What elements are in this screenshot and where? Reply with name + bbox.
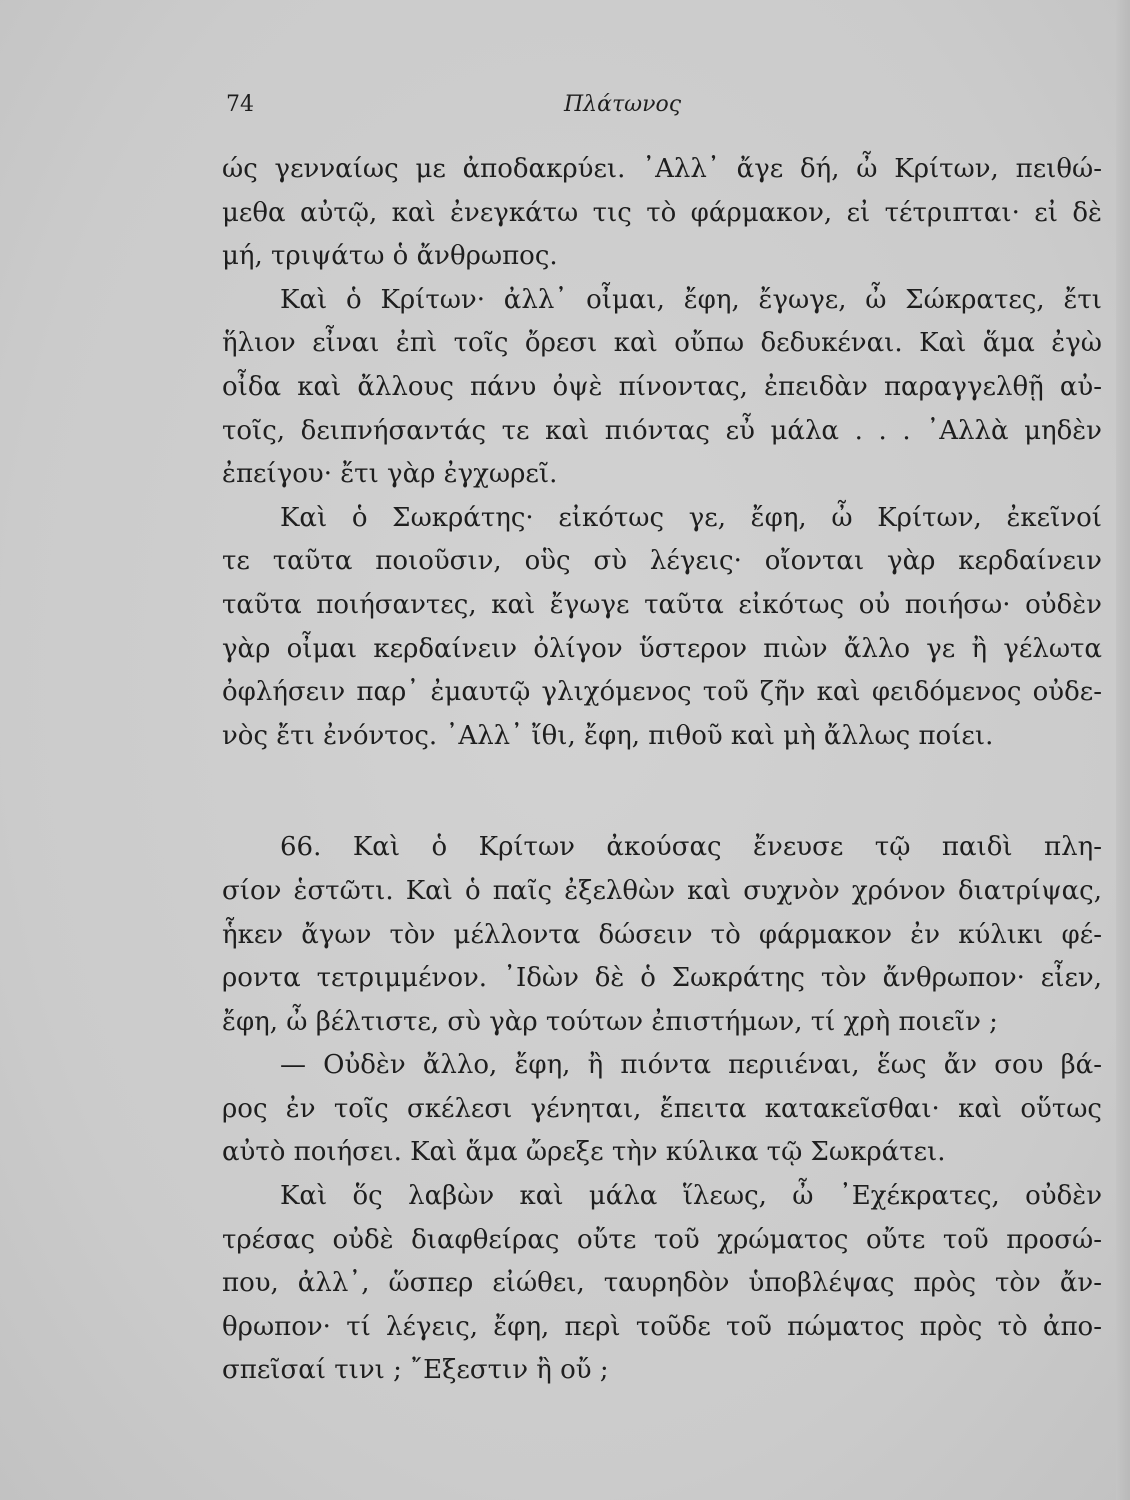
paragraph <box>222 826 1102 1044</box>
running-title: Πλάτωνος <box>564 92 682 117</box>
section-gap <box>222 758 1102 826</box>
text-line: Καὶ ὁ Σωκράτης· εἰκότως γε, ἔφη, ὦ Κρίτων, ἐκεῖνοί <box>280 502 1102 533</box>
text-line: ὀφλήσειν παρ᾿ ἐμαυτῷ γλιχόμενος τοῦ ζῆν καὶ φειδόμενος οὐδε- <box>222 677 1102 708</box>
text-line: σπεῖσαί τινι ; ῎Εξεστιν ἢ οὔ ; <box>222 1355 609 1386</box>
text-line: Καὶ ὅς λαβὼν καὶ μάλα ἵλεως, ὦ ᾿Εχέκρατες, οὐδὲν <box>280 1181 1102 1212</box>
paragraph <box>222 279 1102 497</box>
text-line: Καὶ ὁ Κρίτων· ἀλλ᾿ οἶμαι, ἔφη, ἔγωγε, ὦ Σώκρατες, ἔτι <box>280 284 1102 315</box>
text-line: που, ἀλλ᾿, ὥσπερ εἰώθει, ταυρηδὸν ὑποβλέψας πρὸς τὸν ἄν- <box>222 1268 1102 1299</box>
text-line: μή, τριψάτω ὁ ἄνθρωπος. <box>222 241 558 272</box>
paragraph <box>222 1044 1102 1175</box>
text-line: ἐπείγου· ἔτι γὰρ ἐγχωρεῖ. <box>222 459 558 490</box>
text-line: — Οὐδὲν ἄλλο, ἔφη, ἢ πιόντα περιιέναι, ἕως ἄν σου βά- <box>280 1050 1102 1081</box>
text-line: ταῦτα ποιήσαντες, καὶ ἔγωγε ταῦτα εἰκότως οὐ ποιήσω· οὐδὲν <box>222 589 1102 620</box>
text-line: ρος ἐν τοῖς σκέλεσι γένηται, ἔπειτα κατακεῖσθαι· καὶ οὕτως <box>222 1093 1102 1124</box>
page-number: 74 <box>226 92 254 117</box>
text-line: νὸς ἔτι ἐνόντος. ᾿Αλλ᾿ ἴθι, ἔφη, πιθοῦ καὶ μὴ ἄλλως ποίει. <box>222 720 994 751</box>
text-line: μεθα αὐτῷ, καὶ ἐνεγκάτω τις τὸ φάρμακον, εἰ τέτριπται· εἰ δὲ <box>222 197 1102 228</box>
text-line: 66. Καὶ ὁ Κρίτων ἀκούσας ἔνευσε τῷ παιδὶ πλη- <box>280 832 1102 863</box>
paragraph <box>222 148 1102 279</box>
running-head <box>226 92 1096 122</box>
paragraph <box>222 1175 1102 1393</box>
text-line: τε ταῦτα ποιοῦσιν, οὓς σὺ λέγεις· οἴονται γὰρ κερδαίνειν <box>222 546 1102 577</box>
text-line: ἧκεν ἄγων τὸν μέλλοντα δώσειν τὸ φάρμακον ἐν κύλικι φέ- <box>222 919 1102 950</box>
paragraph <box>222 497 1102 759</box>
text-line: ροντα τετριμμένον. ᾿Ιδὼν δὲ ὁ Σωκράτης τὸν ἄνθρωπον· εἶεν, <box>222 963 1102 994</box>
text-line: ἥλιον εἶναι ἐπὶ τοῖς ὄρεσι καὶ οὔπω δεδυκέναι. Καὶ ἅμα ἐγὼ <box>222 328 1102 359</box>
text-line: αὐτὸ ποιήσει. Καὶ ἅμα ὤρεξε τὴν κύλικα τῷ Σωκράτει. <box>222 1137 946 1168</box>
text-line: σίον ἑστῶτι. Καὶ ὁ παῖς ἐξελθὼν καὶ συχνὸν χρόνον διατρίψας, <box>222 875 1102 906</box>
text-line: ἔφη, ὦ βέλτιστε, σὺ γὰρ τούτων ἐπιστήμων, τί χρὴ ποιεῖν ; <box>222 1006 998 1037</box>
text-line: οἶδα καὶ ἄλλους πάνυ ὀψὲ πίνοντας, ἐπειδὰν παραγγελθῇ αὐ- <box>222 371 1102 402</box>
text-line: γὰρ οἶμαι κερδαίνειν ὀλίγον ὕστερον πιὼν ἄλλο γε ἢ γέλωτα <box>222 633 1102 664</box>
text-line: τρέσας οὐδὲ διαφθείρας οὔτε τοῦ χρώματος οὔτε τοῦ προσώ- <box>222 1224 1102 1255</box>
text-line: ώς γενναίως με ἀποδακρύει. ᾿Αλλ᾿ ἄγε δή, ὦ Κρίτων, πειθώ- <box>222 154 1102 184</box>
text-line: θρωπον· τί λέγεις, ἔφη, περὶ τοῦδε τοῦ πώματος πρὸς τὸ ἀπο- <box>222 1311 1102 1342</box>
page-edge-shadow <box>1116 0 1130 1500</box>
text-line: τοῖς, δειπνήσαντάς τε καὶ πιόντας εὖ μάλα . . . ᾿Αλλὰ μηδὲν <box>222 415 1102 446</box>
body-text <box>222 148 1102 1393</box>
